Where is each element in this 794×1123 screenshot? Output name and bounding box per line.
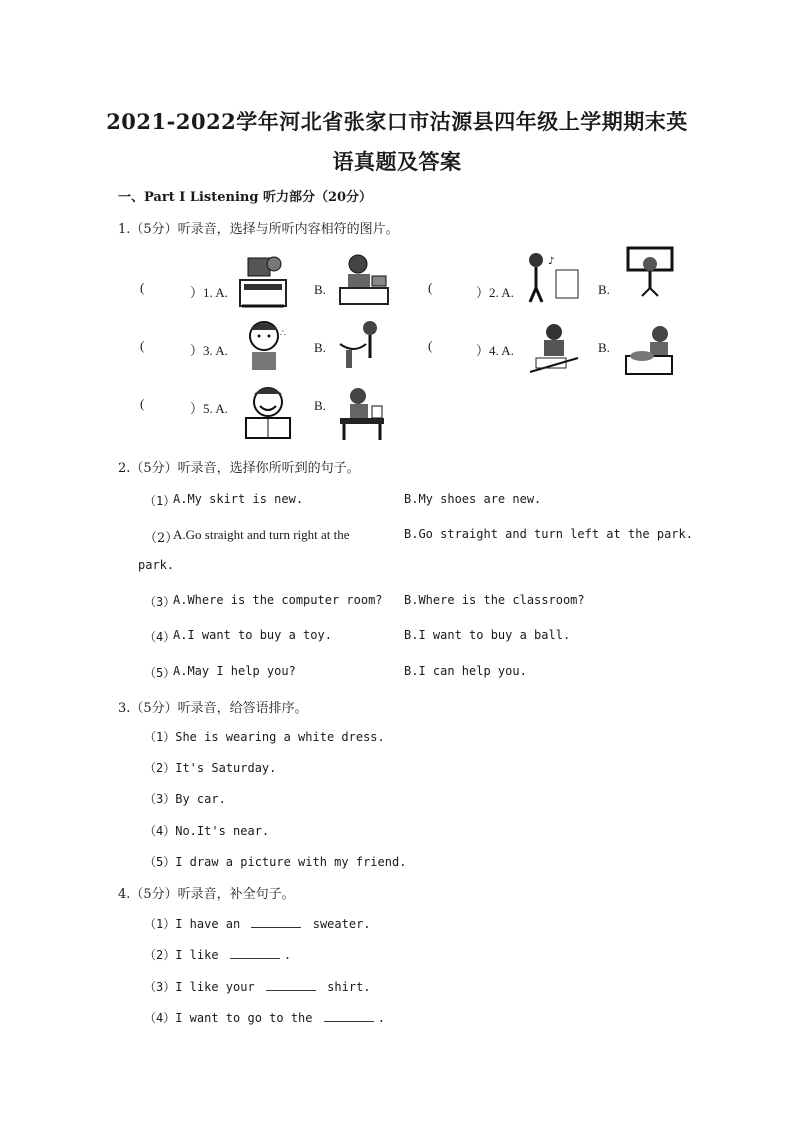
q2-item3-b: B.Where is the classroom? [404,593,585,607]
q4-item4-post: . [377,1011,385,1025]
q4-item3-blank[interactable] [266,980,316,991]
q1-item2-paren: ( [428,280,433,295]
q4-item2 [144,946,291,963]
q3-item5: （5）I draw a picture with my friend. [144,855,407,869]
q1-2b-image [626,246,674,298]
q1-5b-image [338,386,388,442]
q3-item1: （1）She is wearing a white dress. [144,730,385,744]
q4-item2-post: . [283,948,292,962]
q3-item4: （4）No.It's near. [144,824,270,838]
q3-item2: （2）It's Saturday. [144,761,277,775]
q1-item2-label: ）2. A. [476,285,514,300]
q1-item3-b-label: B. [314,340,326,355]
q1-3b-image [336,318,384,372]
q3-item3: （3）By car. [144,792,226,806]
q2-item2-num: （2） [144,531,179,546]
q1-4b-image [624,320,676,376]
q4-item1-post: sweater. [312,917,371,931]
q3-stem: 3.（5分）听录音，给答语排序。 [118,701,308,716]
q2-item2-a: A.Go straight and turn right at the [173,527,350,542]
document-title-line1: 2021-2022学年河北省张家口市沽源县四年级上学期期末英 [106,109,688,134]
q1-item5-label: ）5. A. [190,401,228,416]
q1-item4-paren: ( [428,338,433,353]
q2-item1-a: A.My skirt is new. [173,492,304,506]
q1-item1-b-label: B. [314,282,326,297]
q4-item2-pre: （2）I like [144,948,219,962]
q4-stem: 4.（5分）听录音，补全句子。 [118,887,295,902]
part1-heading: 一、Part I Listening 听力部分（20分） [118,190,373,205]
q4-item3-pre: （3）I like your [144,980,255,994]
q4-item2-blank[interactable] [230,948,280,959]
q2-item5-a: A.May I help you? [173,664,296,678]
q4-item4 [144,1009,385,1026]
q1-item3-paren: ( [140,338,145,353]
q1-item2-b-label: B. [598,282,610,297]
q2-item1-b: B.My shoes are new. [404,492,542,506]
q1-item5-paren: ( [140,396,145,411]
q4-item3 [144,978,371,995]
q1-item4-b-label: B. [598,340,610,355]
q4-item1-blank[interactable] [251,917,301,928]
q4-item3-post: shirt. [327,980,371,994]
q1-1a-image [234,250,292,310]
q2-item3-a: A.Where is the computer room? [173,593,383,607]
q4-item4-pre: （4）I want to go to the [144,1011,313,1025]
q1-item1-label: ）1. A. [190,285,228,300]
q2-item3-num: （3） [144,595,176,609]
q4-item1 [144,915,371,932]
q1-4a-image [526,322,582,376]
q1-2a-image [522,250,582,306]
q4-item4-blank[interactable] [324,1011,374,1022]
q2-item1-num: （1） [144,494,176,508]
q1-3a-image [242,316,292,372]
document-title-line2: 语真题及答案 [332,149,462,174]
q2-item5-b: B.I can help you. [404,664,527,678]
q2-item4-b: B.I want to buy a ball. [404,628,571,642]
q2-stem: 2.（5分）听录音，选择你所听到的句子。 [118,461,360,476]
q4-item1-pre: （1）I have an [144,917,241,931]
svg-text:∴: ∴ [280,329,286,339]
q2-item4-a: A.I want to buy a toy. [173,628,332,642]
q2-item4-num: （4） [144,630,176,644]
q1-1b-image [336,252,392,308]
q1-item3-label: ）3. A. [190,343,228,358]
q1-5a-image [242,384,294,442]
q1-stem: 1.（5分）听录音，选择与所听内容相符的图片。 [118,222,399,237]
svg-text:♪: ♪ [548,256,555,267]
q1-item1-paren: ( [140,280,145,295]
q2-item2-wrap: park. [138,558,175,572]
q2-item2-b: B.Go straight and turn left at the park. [404,527,693,541]
q1-item4-label: ）4. A. [476,343,514,358]
q1-item5-b-label: B. [314,398,326,413]
q2-item5-num: （5） [144,666,176,680]
